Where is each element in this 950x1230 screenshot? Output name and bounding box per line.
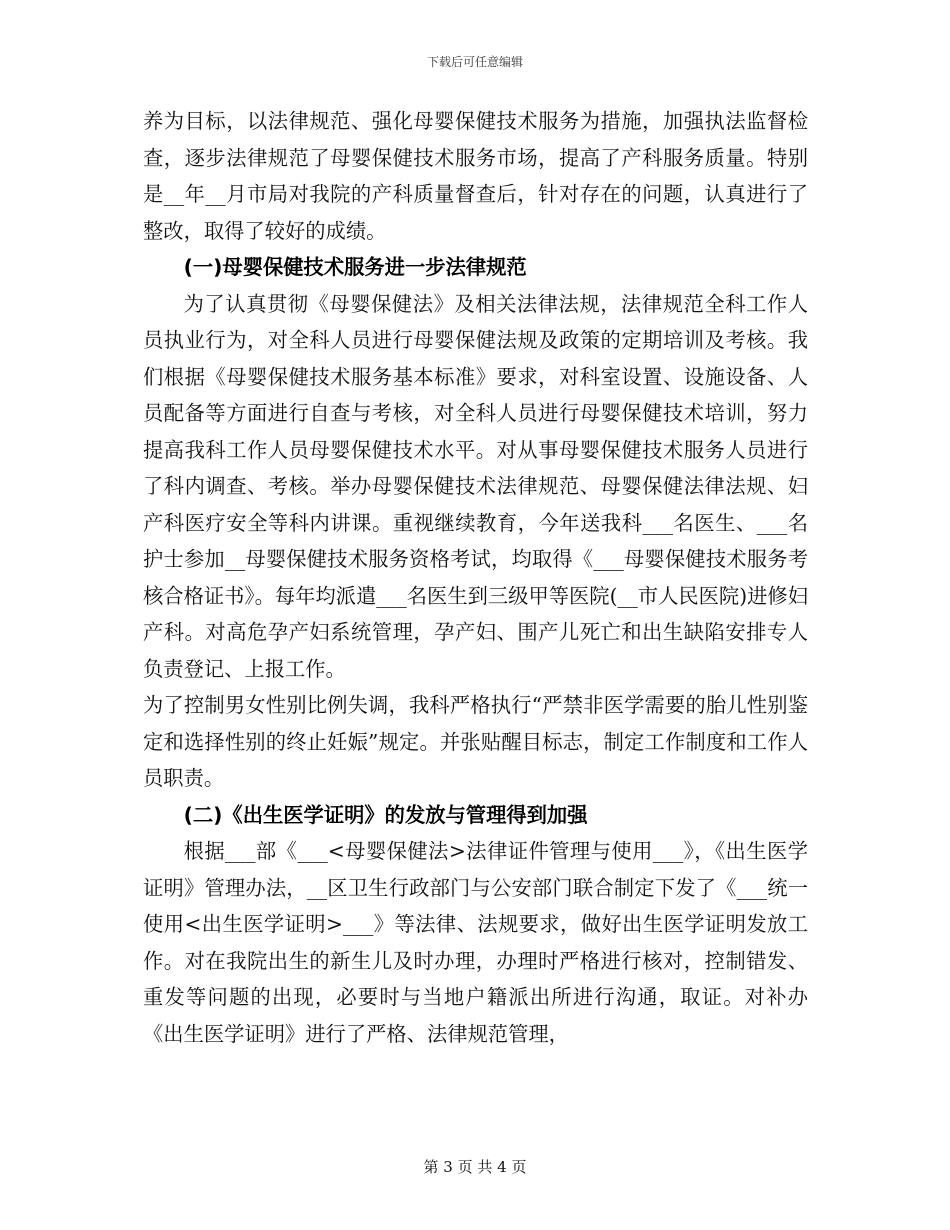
section-heading-1: (一)母婴保健技术服务进一步法律规范 bbox=[183, 255, 527, 279]
page-number-footer: 第 3 页 共 4 页 bbox=[423, 1158, 527, 1176]
paragraph-intro: 养为目标，以法律规范、强化母婴保健技术服务为措施，加强执法监督检查，逐步法律规范了母婴保健技术服务市场，提高了产科服务质量。特别是__年__月市局对我院的产科质量督查后，针对存在的问题，认真进行了整改，取得了较好的成绩。 bbox=[143, 109, 808, 243]
paragraph-1b: 为了控制男女性别比例失调，我科严格执行“严禁非医学需要的胎儿性别鉴定和选择性别的终止妊娠”规定。并张贴醒目标志，制定工作制度和工作人员职责。 bbox=[143, 693, 808, 790]
paragraph-1a: 为了认真贯彻《母婴保健法》及相关法律法规，法律规范全科工作人员执业行为，对全科人员进行母婴保健法规及政策的定期培训及考核。我们根据《母婴保健技术服务基本标准》要求，对科室设置、设施设备、人员配备等方面进行自查与考核，对全科人员进行母婴保健技术培训，努力提高我科工作人员母婴保健技术水平。对从事母婴保健技术服务人员进行了科内调查、考核。举办母婴保健技术法律规范、母婴保健法律法规、妇产科医疗安全等科内讲课。重视继续教育，今年送我科___名医生、___名护士参加__母婴保健技术服务资格考试，均取得《___母婴保健技术服务考核合格证书》。每年均派遣___名医生到三级甲等医院(__市人民医院)进修妇产科。对高危孕产妇系统管理，孕产妇、围产儿死亡和出生缺陷安排专人负责登记、上报工作。 bbox=[143, 291, 808, 681]
section-heading-2: (二)《出生医学证明》的发放与管理得到加强 bbox=[183, 802, 588, 827]
header-note: 下载后可任意编辑 bbox=[426, 55, 523, 69]
paragraph-2: 根据___部《___<母婴保健法>法律证件管理与使用___》，《出生医学证明》管理办法，__区卫生行政部门与公安部门联合制定下发了《___统一使用<出生医学证明>___》等法律、法规要求，做好出生医学证明发放工作。对在我院出生的新生儿及时办理，办理时严格进行核对，控制错发、重发等问题的出现，必要时与当地户籍派出所进行沟通，取证。对补办《出生医学证明》进行了严格、法律规范管理， bbox=[143, 839, 808, 1046]
document-body bbox=[143, 103, 808, 1052]
